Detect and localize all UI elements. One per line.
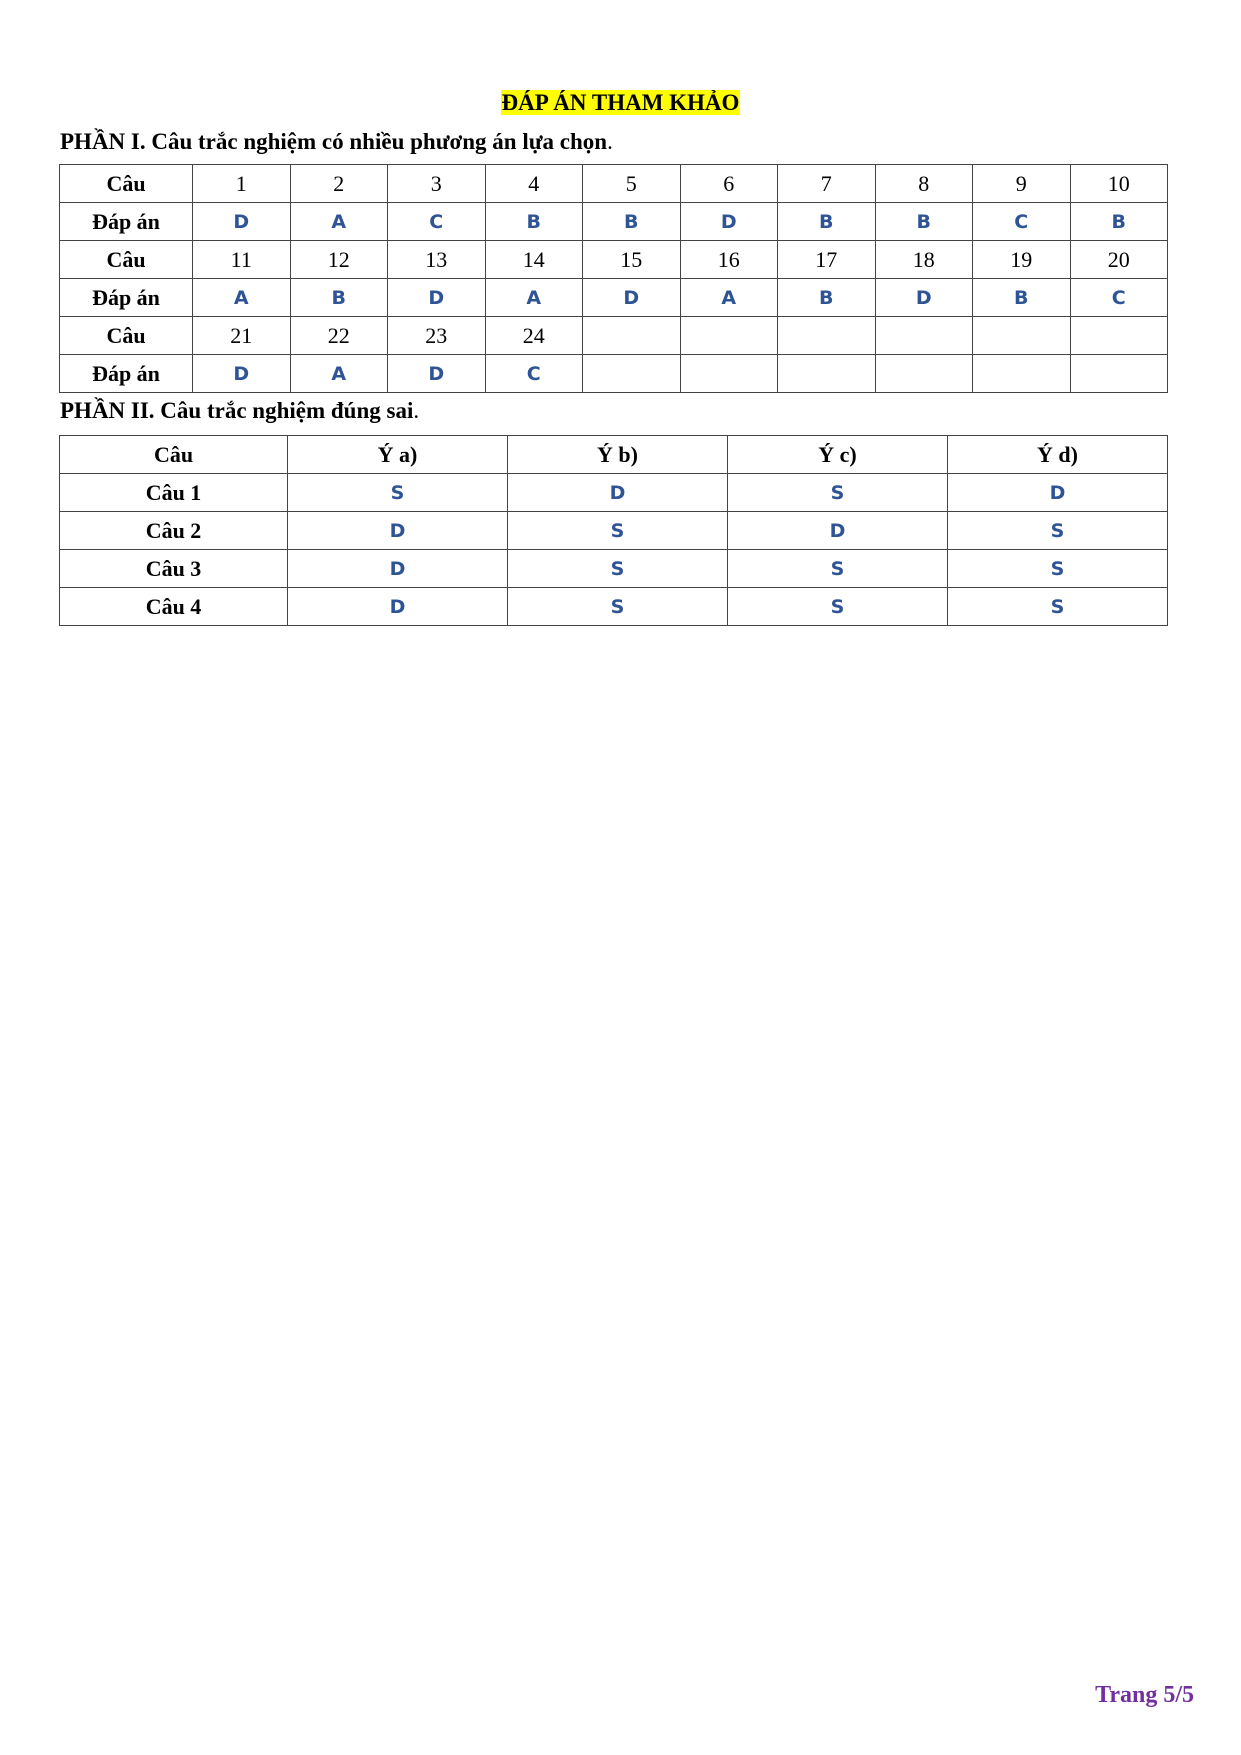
answer-cell: D bbox=[288, 512, 508, 550]
part2-heading bbox=[60, 396, 419, 426]
answer-cell: D bbox=[728, 512, 948, 550]
answer-row-label: Đáp án bbox=[60, 355, 193, 393]
part2-heading-text: PHẦN II. Câu trắc nghiệm đúng sai bbox=[60, 398, 414, 423]
row-label: Câu 1 bbox=[60, 474, 288, 512]
question-row bbox=[60, 317, 1168, 355]
question-number-cell: 9 bbox=[973, 165, 1071, 203]
answer-cell: S bbox=[288, 474, 508, 512]
part1-heading bbox=[60, 127, 613, 157]
answer-cell: D bbox=[583, 279, 681, 317]
row-label: Câu 4 bbox=[60, 588, 288, 626]
question-number-cell: 1 bbox=[193, 165, 291, 203]
answer-cell: D bbox=[193, 355, 291, 393]
answer-row bbox=[60, 203, 1168, 241]
question-number-cell bbox=[1070, 317, 1168, 355]
table-row bbox=[60, 512, 1168, 550]
page-number: Trang 5/5 bbox=[1095, 1682, 1194, 1708]
question-number-cell: 23 bbox=[388, 317, 486, 355]
question-row bbox=[60, 165, 1168, 203]
answer-cell bbox=[680, 355, 778, 393]
question-number-cell: 3 bbox=[388, 165, 486, 203]
question-number-cell: 4 bbox=[485, 165, 583, 203]
title-text: ĐÁP ÁN THAM KHẢO bbox=[501, 90, 740, 115]
answer-cell: B bbox=[973, 279, 1071, 317]
question-number-cell: 5 bbox=[583, 165, 681, 203]
question-number-cell: 24 bbox=[485, 317, 583, 355]
answer-cell: A bbox=[290, 355, 388, 393]
answer-cell: A bbox=[680, 279, 778, 317]
question-number-cell: 21 bbox=[193, 317, 291, 355]
question-number-cell: 8 bbox=[875, 165, 973, 203]
answer-cell: B bbox=[485, 203, 583, 241]
answer-cell: C bbox=[1070, 279, 1168, 317]
row-label: Câu 2 bbox=[60, 512, 288, 550]
answer-cell: C bbox=[973, 203, 1071, 241]
answer-cell: S bbox=[728, 550, 948, 588]
answer-cell: S bbox=[728, 474, 948, 512]
question-number-cell: 6 bbox=[680, 165, 778, 203]
answer-cell: A bbox=[193, 279, 291, 317]
answer-cell bbox=[778, 355, 876, 393]
answer-cell: S bbox=[948, 588, 1168, 626]
answer-row bbox=[60, 279, 1168, 317]
answer-cell: A bbox=[485, 279, 583, 317]
question-number-cell: 2 bbox=[290, 165, 388, 203]
answer-cell: D bbox=[193, 203, 291, 241]
answer-cell: D bbox=[948, 474, 1168, 512]
answer-cell: S bbox=[948, 512, 1168, 550]
answer-cell: B bbox=[290, 279, 388, 317]
question-number-cell: 16 bbox=[680, 241, 778, 279]
column-header: Ý d) bbox=[948, 436, 1168, 474]
question-number-cell bbox=[973, 317, 1071, 355]
question-number-cell: 14 bbox=[485, 241, 583, 279]
question-number-cell: 19 bbox=[973, 241, 1071, 279]
page-title bbox=[0, 88, 1241, 118]
question-number-cell: 20 bbox=[1070, 241, 1168, 279]
answer-cell: C bbox=[485, 355, 583, 393]
question-number-cell bbox=[680, 317, 778, 355]
question-number-cell bbox=[778, 317, 876, 355]
answer-cell: B bbox=[778, 203, 876, 241]
question-number-cell: 12 bbox=[290, 241, 388, 279]
answer-cell: D bbox=[875, 279, 973, 317]
answer-cell: D bbox=[288, 550, 508, 588]
answer-cell: B bbox=[583, 203, 681, 241]
part1-heading-tail: . bbox=[607, 129, 613, 154]
question-number-cell: 11 bbox=[193, 241, 291, 279]
question-number-cell: 18 bbox=[875, 241, 973, 279]
column-header: Ý c) bbox=[728, 436, 948, 474]
answer-cell bbox=[583, 355, 681, 393]
header-row bbox=[60, 436, 1168, 474]
column-header: Câu bbox=[60, 436, 288, 474]
question-number-cell bbox=[583, 317, 681, 355]
part2-heading-tail: . bbox=[413, 398, 420, 423]
answer-row-label: Đáp án bbox=[60, 203, 193, 241]
part1-answer-table bbox=[59, 164, 1168, 393]
answer-cell: S bbox=[508, 550, 728, 588]
answer-cell: S bbox=[508, 588, 728, 626]
question-row-label: Câu bbox=[60, 317, 193, 355]
table-row bbox=[60, 550, 1168, 588]
column-header: Ý b) bbox=[508, 436, 728, 474]
part1-heading-text: PHẦN I. Câu trắc nghiệm có nhiều phương án lựa chọn bbox=[60, 129, 608, 154]
answer-cell: B bbox=[1070, 203, 1168, 241]
answer-cell: B bbox=[778, 279, 876, 317]
answer-cell: C bbox=[388, 203, 486, 241]
answer-cell: A bbox=[290, 203, 388, 241]
question-row-label: Câu bbox=[60, 165, 193, 203]
question-number-cell bbox=[875, 317, 973, 355]
answer-cell: D bbox=[508, 474, 728, 512]
question-number-cell: 15 bbox=[583, 241, 681, 279]
answer-cell: S bbox=[948, 550, 1168, 588]
answer-cell: D bbox=[680, 203, 778, 241]
answer-cell: S bbox=[728, 588, 948, 626]
table-row bbox=[60, 588, 1168, 626]
question-number-cell: 22 bbox=[290, 317, 388, 355]
answer-row bbox=[60, 355, 1168, 393]
part2-answer-table bbox=[59, 435, 1168, 626]
question-row bbox=[60, 241, 1168, 279]
column-header: Ý a) bbox=[288, 436, 508, 474]
question-number-cell: 13 bbox=[388, 241, 486, 279]
answer-cell bbox=[1070, 355, 1168, 393]
question-number-cell: 7 bbox=[778, 165, 876, 203]
answer-row-label: Đáp án bbox=[60, 279, 193, 317]
answer-cell: D bbox=[288, 588, 508, 626]
answer-cell bbox=[875, 355, 973, 393]
answer-cell: D bbox=[388, 355, 486, 393]
answer-cell bbox=[973, 355, 1071, 393]
answer-cell: S bbox=[508, 512, 728, 550]
table-row bbox=[60, 474, 1168, 512]
answer-cell: D bbox=[388, 279, 486, 317]
row-label: Câu 3 bbox=[60, 550, 288, 588]
answer-cell: B bbox=[875, 203, 973, 241]
question-number-cell: 10 bbox=[1070, 165, 1168, 203]
question-number-cell: 17 bbox=[778, 241, 876, 279]
question-row-label: Câu bbox=[60, 241, 193, 279]
